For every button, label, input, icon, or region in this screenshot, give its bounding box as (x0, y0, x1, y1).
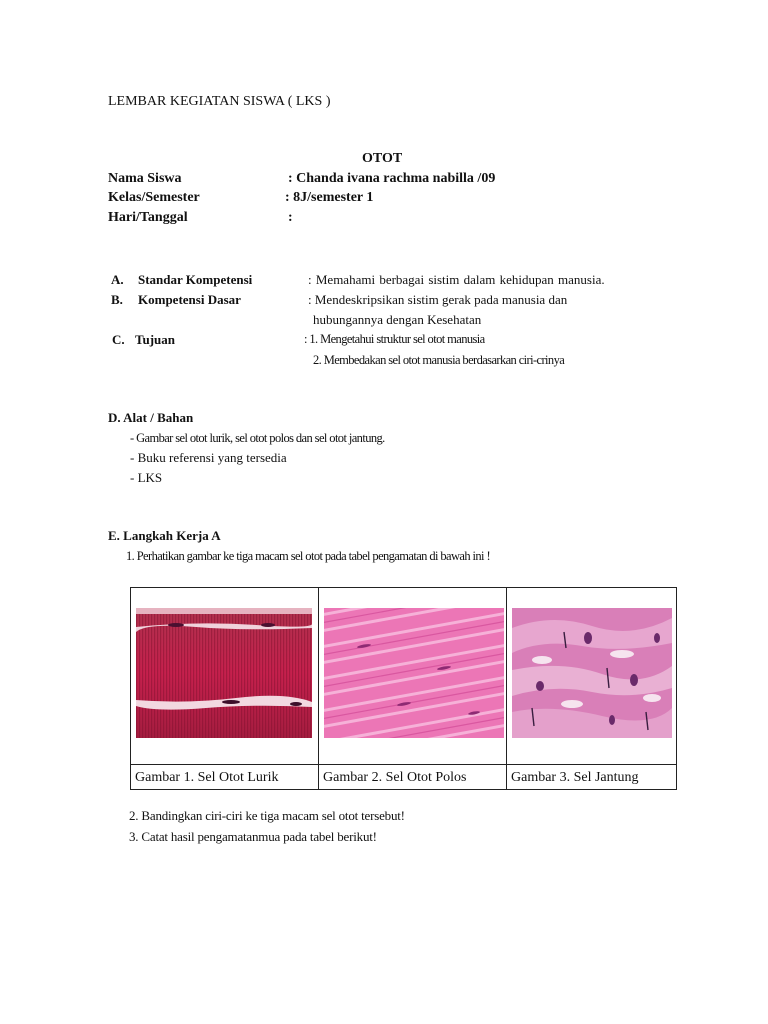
section-c-letter: C. (112, 332, 125, 347)
section-c-title: Tujuan (135, 332, 175, 347)
class-label: Kelas/Semester (108, 190, 200, 205)
section-c-item-2: 2. Membedakan sel otot manusia berdasarkan ciri-crinya (313, 353, 565, 367)
section-a-title: Standar Kompetensi (138, 272, 253, 287)
section-b-letter: B. (111, 292, 123, 307)
figure-cell-1 (131, 588, 319, 765)
figure-caption-2: Gambar 2. Sel Otot Polos (319, 765, 507, 790)
material-item: - Buku referensi yang tersedia (130, 450, 287, 465)
section-a-letter: A. (111, 272, 124, 287)
cardiac-muscle-image (512, 608, 672, 738)
section-c-item-1: : 1. Mengetahui struktur sel otot manusia (304, 332, 485, 346)
step-2: 2. Bandingkan ciri-ciri ke tiga macam sel otot tersebut! (129, 808, 405, 823)
skeletal-muscle-image (136, 608, 312, 738)
step-3: 3. Catat hasil pengamatanmua pada tabel berikut! (129, 829, 377, 844)
section-b-text-2: hubungannya dengan Kesehatan (313, 312, 482, 327)
material-item: - LKS (130, 470, 163, 485)
observation-table (130, 587, 677, 790)
date-value: : (288, 210, 293, 225)
section-d-title: D. Alat / Bahan (108, 410, 194, 425)
subject-title: OTOT (362, 151, 403, 166)
figure-cell-2 (319, 588, 507, 765)
smooth-muscle-image (324, 608, 504, 738)
figure-caption-1: Gambar 1. Sel Otot Lurik (131, 765, 319, 790)
section-a-text: : Memahami berbagai sistim dalam kehidupan manusia. (308, 272, 605, 287)
figure-caption-3: Gambar 3. Sel Jantung (507, 765, 677, 790)
section-e-title: E. Langkah Kerja A (108, 528, 221, 543)
name-value: : Chanda ivana rachma nabilla /09 (288, 171, 496, 186)
material-item: - Gambar sel otot lurik, sel otot polos dan sel otot jantung. (130, 431, 385, 445)
section-b-title: Kompetensi Dasar (138, 292, 241, 307)
class-value: : 8J/semester 1 (285, 190, 374, 205)
document-title: LEMBAR KEGIATAN SISWA ( LKS ) (108, 94, 331, 109)
section-b-text-1: : Mendeskripsikan sistim gerak pada manusia dan (308, 292, 568, 307)
step-1: 1. Perhatikan gambar ke tiga macam sel otot pada tabel pengamatan di bawah ini ! (126, 549, 491, 563)
name-label: Nama Siswa (108, 171, 182, 186)
date-label: Hari/Tanggal (108, 210, 188, 225)
figure-cell-3 (507, 588, 677, 765)
